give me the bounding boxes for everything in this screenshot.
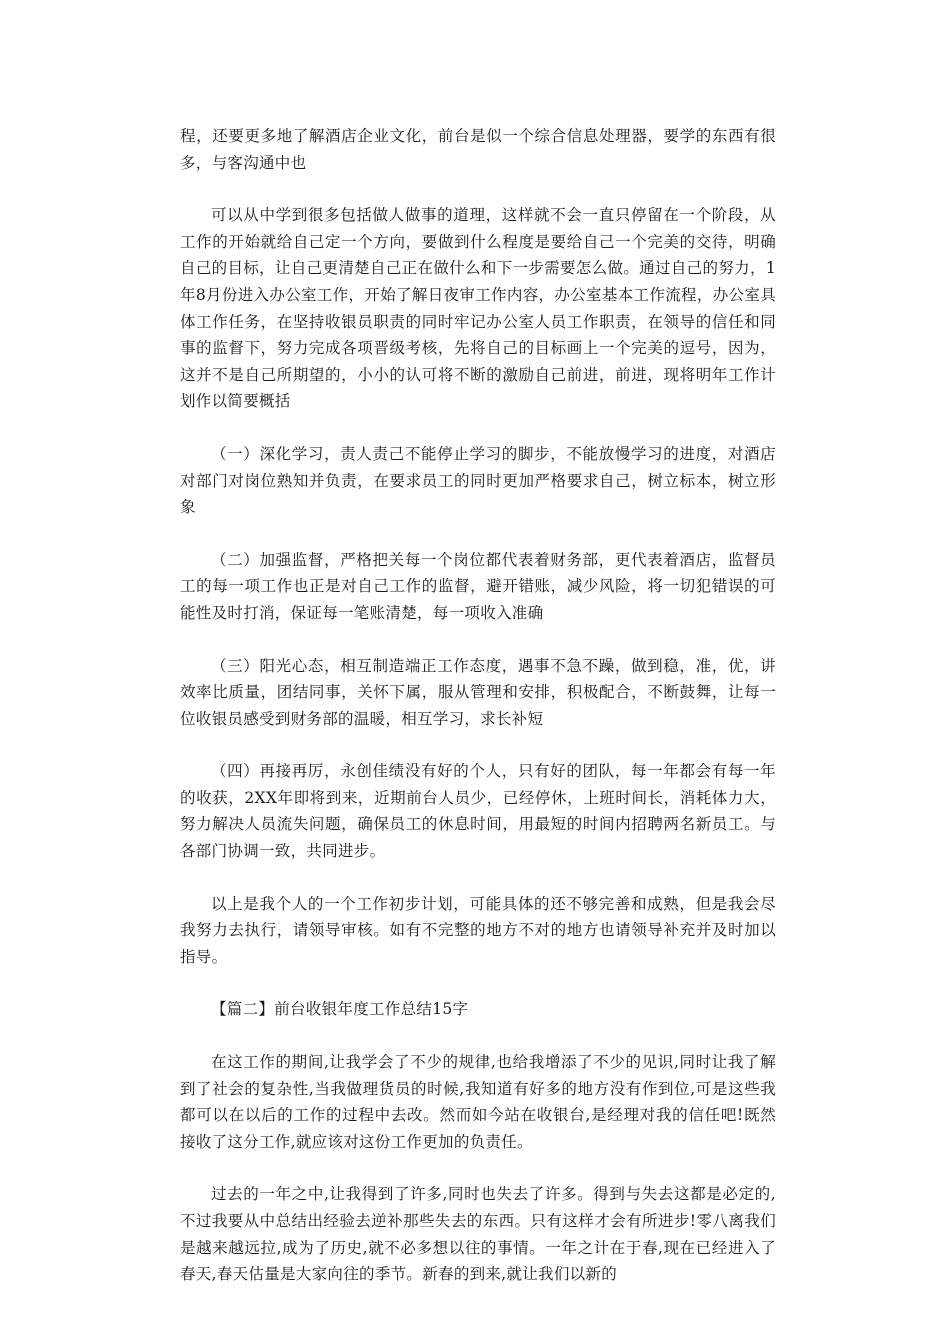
- paragraph-8: 在这工作的期间,让我学会了不少的规律,也给我增添了不少的见识,同时让我了解到了社会的复杂性,当我做理货员的时候,我知道有好多的地方没有作到位,可是这些我都可以在以后的工作的过程中去改。然而如今站在收银台,是经理对我的信任吧!既然接收了这分工作,就应该对这份工作更加的负责任。: [180, 1053, 776, 1151]
- paragraph-6: （四）再接再厉，永创佳绩没有好的个人，只有好的团队，每一年都会有每一年的收获，2XX年即将到来，近期前台人员少，已经停休，上班时间长，消耗体力大，努力解决人员流失问题，确保员工的休息时间，用最短的时间内招聘两名新员工。与各部门协调一致，共同进步。: [180, 762, 776, 861]
- paragraph-9: 过去的一年之中,让我得到了许多,同时也失去了许多。得到与失去这都是必定的,不过我要从中总结出经验去逆补那些失去的东西。只有这样才会有所进步!零八离我们是越来越远拉,成为了历史,就不必多想以往的事情。一年之计在于春,现在已经进入了春天,春天估量是大家向往的季节。新春的到来,就让我们以新的: [180, 1185, 776, 1284]
- paragraph-1: 程，还要更多地了解酒店企业文化，前台是似一个综合信息处理器，要学的东西有很多，与客沟通中也: [180, 127, 776, 172]
- paragraph-7: 以上是我个人的一个工作初步计划，可能具体的还不够完善和成熟，但是我会尽我努力去执行，请领导审核。如有不完整的地方不对的地方也请领导补充并及时加以指导。: [180, 894, 776, 966]
- paragraph-5: （三）阳光心态，相互制造端正工作态度，遇事不急不躁，做到稳，准，优，讲效率比质量，团结同事，关怀下属，服从管理和安排，积极配合，不断鼓舞，让每一位收银员感受到财务部的温暖，相互学习，求长补短: [180, 656, 776, 728]
- document-body: [180, 123, 776, 1314]
- paragraph-2: 可以从中学到很多包括做人做事的道理，这样就不会一直只停留在一个阶段，从工作的开始就给自己定一个方向，要做到什么程度是要给自己一个完美的交待，明确自己的目标，让自己更清楚自己正在做什么和下一步需要怎么做。通过自己的努力，1年8月份进入办公室工作，开始了解日夜审工作内容，办公室基本工作流程，办公室具体工作任务，在坚持收银员职责的同时牢记办公室人员工作职责，在领导的信任和同事的监督下，努力完成各项晋级考核，先将自己的目标画上一个完美的逗号，因为，这并不是自己所期望的，小小的认可将不断的激励自己前进，前进，现将明年工作计划作以简要概括: [180, 206, 776, 411]
- paragraph-3: （一）深化学习，责人责己不能停止学习的脚步，不能放慢学习的进度，对酒店对部门对岗位熟知并负责，在要求员工的同时更加严格要求自己，树立标本，树立形象: [180, 444, 776, 517]
- paragraph-4: （二）加强监督，严格把关每一个岗位都代表着财务部，更代表着酒店，监督员工的每一项工作也正是对自己工作的监督，避开错账，减少风险，将一切犯错误的可能性及时打消，保证每一笔账清楚，每一项收入准确: [180, 550, 776, 622]
- section-heading: 【篇二】前台收银年度工作总结15字: [211, 1000, 469, 1019]
